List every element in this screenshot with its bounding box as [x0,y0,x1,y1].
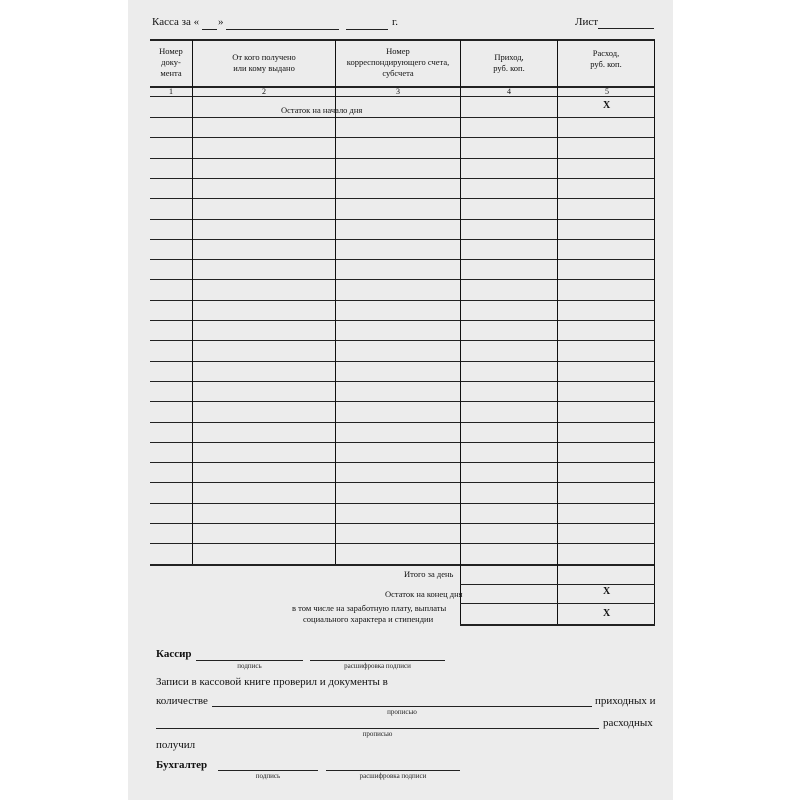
closing-balance-label: Остаток на конец дня [385,589,463,599]
column-number-2: 2 [262,87,266,96]
accountant-decode-line[interactable] [326,770,460,771]
table-row-line [150,340,655,341]
column-header-2: От кого получено или кому выдано [232,52,296,73]
year-suffix: г. [392,16,399,28]
quantity-label: количестве [156,695,208,707]
accountant-decode-caption: расшифровка подписи [359,772,427,780]
table-row-line [150,401,655,402]
kassa-prefix: Касса за « [152,16,200,28]
table-row-line [150,300,655,301]
table-row-line [150,219,655,220]
column-header-3: Номер корреспондирующего счета, субсчета [346,46,450,78]
checked-text: Записи в кассовой книге проверил и документы в [156,676,388,688]
table-row-line [150,198,655,199]
kassa-quote-close: » [218,16,224,28]
accountant-signature-line[interactable] [218,770,318,771]
table-row-line [150,442,655,443]
column-divider-1 [192,40,193,564]
incoming-label: приходных и [595,695,656,707]
column-divider-3 [460,40,461,625]
column-header-1: Номер доку- мента [159,46,183,78]
in-words-caption-2: прописью [362,730,393,738]
column-number-3: 3 [396,87,400,96]
column-header-4: Приход, руб. коп. [493,52,525,73]
table-row-line [150,523,655,524]
salary-line-1: в том числе на заработную плату, выплаты [292,603,447,613]
accountant-label: Бухгалтер [156,759,208,771]
outgoing-label: расходных [603,717,653,729]
table-row-line [150,422,655,423]
cashier-decode-line[interactable] [310,660,445,661]
opening-balance-label: Остаток на начало дня [281,105,363,115]
table-row-line [150,503,655,504]
table-row-line [150,482,655,483]
table-row-line [150,361,655,362]
salary-x-mark: X [603,608,611,619]
in-words-caption-1: прописью [387,708,417,716]
table-row-line [150,320,655,321]
totals-bottom-border [460,624,655,626]
column-number-4: 4 [507,87,511,96]
cashier-label: Кассир [156,648,192,660]
table-row-line [150,137,655,138]
column-divider-2 [335,40,336,564]
table-body-bottom-border [150,564,655,566]
quantity-outgoing-line[interactable] [156,728,599,729]
table-row-line [150,279,655,280]
totals-row-divider-1 [460,584,655,585]
table-row-line [150,381,655,382]
table-row-line [150,259,655,260]
cashier-signature-caption: подпись [237,662,262,670]
column-divider-4 [557,40,558,625]
closing-balance-x-mark: X [603,586,611,597]
table-top-border [150,39,655,41]
opening-balance-x-mark: X [603,100,611,111]
received-label: получил [156,739,196,751]
cashier-decode-caption: расшифровка подписи [344,662,411,670]
column-number-5: 5 [605,87,609,96]
salary-line-2: социального характера и стипендии [303,614,434,624]
column-header-5: Расход, руб. коп. [590,48,622,69]
table-row-line [150,239,655,240]
year-blank[interactable] [346,29,388,30]
sheet-label: Лист [575,16,599,28]
totals-row-divider-2 [460,603,655,604]
quantity-incoming-line[interactable] [212,706,592,707]
day-total-label: Итого за день [404,569,454,579]
accountant-signature-caption: подпись [255,772,281,780]
table-right-border [654,40,655,625]
table-row-line [150,117,655,118]
table-row-line [150,543,655,544]
table-row-line [150,158,655,159]
day-blank[interactable] [202,29,217,30]
table-row-line [150,462,655,463]
cashier-signature-line[interactable] [196,660,303,661]
month-blank[interactable] [226,29,339,30]
column-number-1: 1 [169,87,173,96]
column-number-row-border [150,96,655,97]
sheet-number-blank[interactable] [598,28,654,29]
table-row-line [150,178,655,179]
